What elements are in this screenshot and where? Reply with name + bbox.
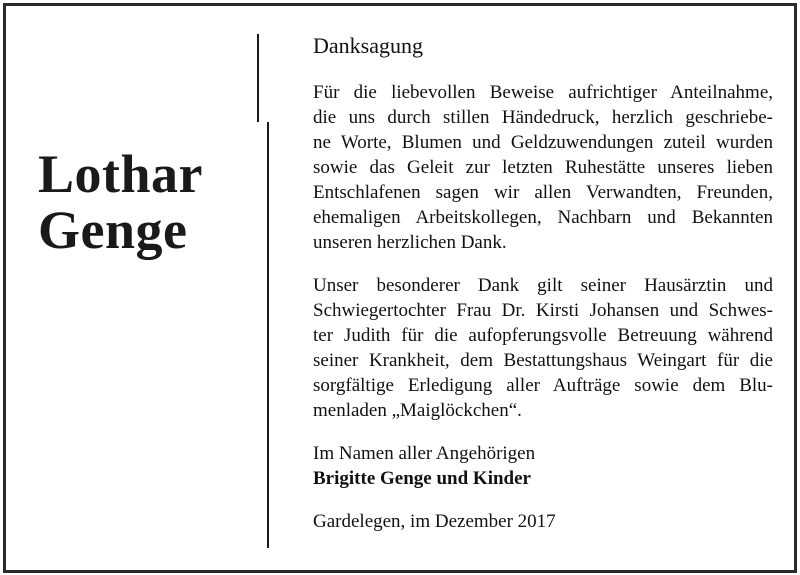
paragraph-line: sowie das Geleit zur letzten Ruhestätte unseres lieben: [313, 157, 773, 178]
paragraph-line: ter Judith für die aufopferungsvolle Betreuung während: [313, 325, 773, 346]
paragraph-line: die uns durch stillen Händedruck, herzlich geschriebe-: [313, 107, 773, 128]
paragraph-line: Für die liebevollen Beweise aufrichtiger Anteilnahme,: [313, 82, 773, 103]
paragraph-line: ehemaligen Arbeitskollegen, Nachbarn und Bekannten: [313, 207, 773, 228]
thanks-paragraph-1: [313, 80, 773, 255]
paragraph-line: Unser besonderer Dank gilt seiner Hausärztin und: [313, 275, 773, 296]
paragraph-line: seiner Krankheit, dem Bestattungshaus Weingart für die: [313, 350, 773, 371]
vertical-divider-upper: [257, 34, 259, 122]
paragraph-line: sorgfältige Erledigung aller Aufträge sowie dem Blu-: [313, 375, 773, 396]
notice-frame: [3, 3, 797, 573]
place-and-date: Gardelegen, im Dezember 2017: [313, 511, 556, 532]
paragraph-line: menladen „Maiglöckchen“.: [313, 400, 522, 421]
vertical-divider-lower: [267, 122, 269, 548]
paragraph-line: Schwiegertochter Frau Dr. Kirsti Johansen und Schwes-: [313, 300, 773, 321]
paragraph-line: ne Worte, Blumen und Geldzuwendungen zuteil wurden: [313, 132, 773, 153]
deceased-name: [38, 146, 238, 258]
notice-body: [313, 32, 773, 534]
deceased-last-name: Genge: [38, 200, 188, 260]
thanks-paragraph-2: [313, 273, 773, 423]
paragraph-line: unseren herzlichen Dank.: [313, 232, 507, 253]
signature-name: Brigitte Genge und Kinder: [313, 468, 531, 489]
deceased-first-name: Lothar: [38, 144, 203, 204]
signature-intro: Im Namen aller Angehörigen: [313, 443, 536, 464]
notice-heading: Danksagung: [313, 33, 423, 58]
paragraph-line: Entschlafenen sagen wir allen Verwandten, Freunden,: [313, 182, 773, 203]
